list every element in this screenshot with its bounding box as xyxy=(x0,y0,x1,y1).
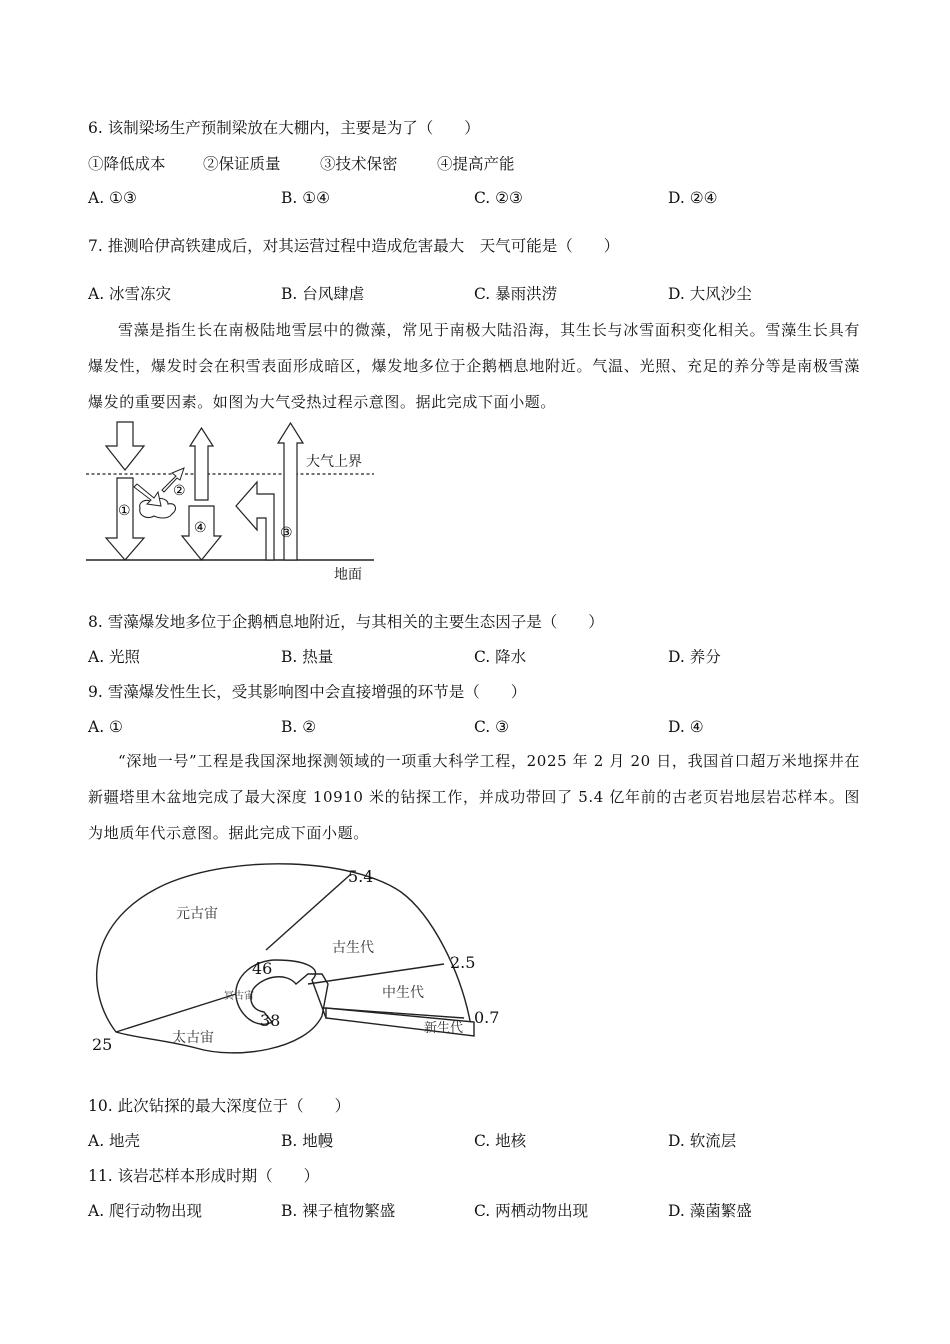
q10-option-a[interactable]: A. 地壳 xyxy=(88,1132,141,1150)
q9-option-b[interactable]: B. ② xyxy=(281,718,317,736)
era-proterozoic: 元古宙 xyxy=(176,906,218,922)
q8-option-c[interactable]: C. 降水 xyxy=(474,648,527,666)
value-5-4: 5.4 xyxy=(348,867,374,886)
era-hadean: 冥古宙 xyxy=(224,991,254,1002)
geologic-time-spiral xyxy=(86,860,516,1060)
q6-option-d[interactable]: D. ②④ xyxy=(668,189,718,207)
question-11-stem: 11. 该岩芯样本形成时期（ ） xyxy=(88,1167,320,1185)
q6-choice-2: ②保证质量 xyxy=(203,155,281,173)
q7-option-a[interactable]: A. 冰雪冻灾 xyxy=(88,285,172,303)
question-7-stem: 7. 推测哈伊高铁建成后，对其运营过程中造成危害最大 天气可能是（ ） xyxy=(88,237,620,255)
arrow-up-left xyxy=(190,428,213,500)
q9-option-a[interactable]: A. ① xyxy=(88,718,123,736)
question-6-stem: 6. 该制梁场生产预制梁放在大棚内，主要是为了（ ） xyxy=(88,119,480,137)
passage-deep-earth: “深地一号”工程是我国深地探测领域的一项重大科学工程，2025 年 2 月 20 日，我国首口超万米地探井在新疆塔里木盆地完成了最大深度 10910 米的钻探工作，并成功带回了 5.4 亿年前的古老页岩地层岩芯样本。图为地质年代示意图。据此完成下面小题。 xyxy=(88,752,860,842)
value-25: 25 xyxy=(92,1035,113,1054)
marker-2: ② xyxy=(173,483,186,499)
q6-option-c[interactable]: C. ②③ xyxy=(474,189,523,207)
question-8-stem: 8. 雪藻爆发地多位于企鹅栖息地附近，与其相关的主要生态因子是（ ） xyxy=(88,613,604,631)
q6-option-b[interactable]: B. ①④ xyxy=(281,189,331,207)
q10-option-d[interactable]: D. 软流层 xyxy=(668,1132,737,1150)
q10-option-b[interactable]: B. 地幔 xyxy=(281,1132,334,1150)
q9-option-c[interactable]: C. ③ xyxy=(474,718,510,736)
incoming-solar-arrow xyxy=(106,422,144,470)
value-2-5: 2.5 xyxy=(450,953,476,972)
question-10-stem: 10. 此次钻探的最大深度位于（ ） xyxy=(88,1097,351,1115)
q7-option-d[interactable]: D. 大风沙尘 xyxy=(668,285,752,303)
era-cenozoic: 新生代 xyxy=(424,1021,464,1036)
era-mesozoic: 中生代 xyxy=(382,985,424,1001)
question-9-stem: 9. 雪藻爆发性生长，受其影响图中会直接增强的环节是（ ） xyxy=(88,683,527,701)
q9-option-d[interactable]: D. ④ xyxy=(668,718,704,736)
passage-snow-algae: 雪藻是指生长在南极陆地雪层中的微藻，常见于南极大陆沿海，其生长与冰雪面积变化相关。雪藻生长具有爆发性，爆发时会在积雪表面形成暗区，爆发地多位于企鹅栖息地附近。气温、光照、充足的养分等是南极雪藻爆发的重要因素。如图为大气受热过程示意图。据此完成下面小题。 xyxy=(88,321,860,411)
q8-option-b[interactable]: B. 热量 xyxy=(281,648,334,666)
q11-option-d[interactable]: D. 藻菌繁盛 xyxy=(668,1202,752,1220)
q7-option-b[interactable]: B. 台风肆虐 xyxy=(281,285,365,303)
q6-option-a[interactable]: A. ①③ xyxy=(88,189,137,207)
arrow-3 xyxy=(236,482,274,560)
q11-option-a[interactable]: A. 爬行动物出现 xyxy=(88,1202,203,1220)
q6-choice-1: ①降低成本 xyxy=(88,155,166,173)
era-paleozoic: 古生代 xyxy=(332,940,374,956)
q8-option-d[interactable]: D. 养分 xyxy=(668,648,721,666)
era-archean: 太古宙 xyxy=(172,1030,214,1046)
atmosphere-heating-diagram xyxy=(84,418,384,586)
q6-choice-4: ④提高产能 xyxy=(437,155,515,173)
q8-option-a[interactable]: A. 光照 xyxy=(88,648,141,666)
value-0-7: 0.7 xyxy=(474,1008,500,1027)
value-38: 38 xyxy=(260,1011,281,1030)
q10-option-c[interactable]: C. 地核 xyxy=(474,1132,527,1150)
q6-choice-3: ③技术保密 xyxy=(320,155,398,173)
ground-label: 地面 xyxy=(334,567,362,583)
q7-option-c[interactable]: C. 暴雨洪涝 xyxy=(474,285,558,303)
q11-option-b[interactable]: B. 裸子植物繁盛 xyxy=(281,1202,396,1220)
value-46: 46 xyxy=(252,959,273,978)
marker-3: ③ xyxy=(280,525,293,541)
marker-4: ④ xyxy=(194,520,207,536)
marker-1: ① xyxy=(118,503,131,519)
atmosphere-top-label: 大气上界 xyxy=(306,454,362,470)
q11-option-c[interactable]: C. 两栖动物出现 xyxy=(474,1202,589,1220)
